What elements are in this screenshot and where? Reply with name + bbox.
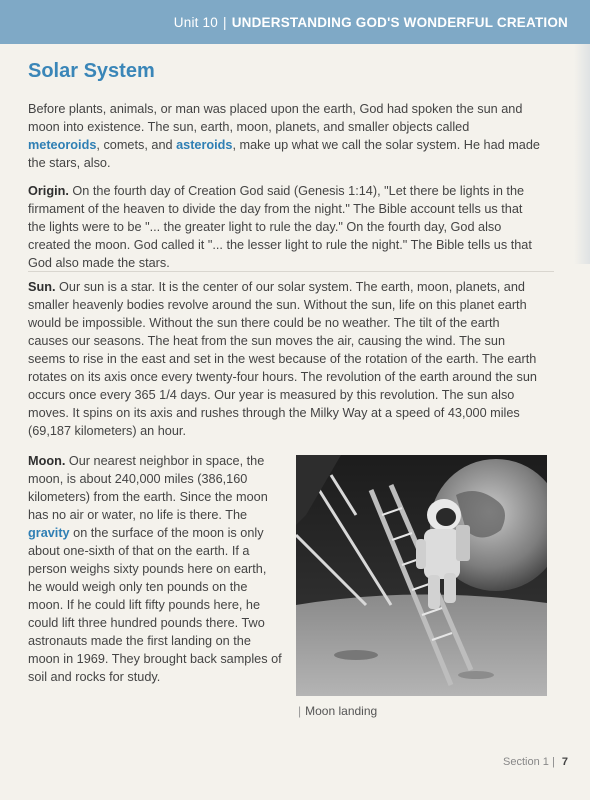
intro-text-1: Before plants, animals, or man was placed upon the earth, God had spoken the sun and moon into existence. The sun, earth, moon, planets, and smaller objects called [28,102,523,134]
moon-text-2: on the surface of the moon is only about one-sixth of that on the earth. If a person weighs sixty pounds here on earth, he would weigh only ten pounds on the moon. If he could lift fifty pounds here, he could lift three hundred pounds there. Two astronauts made the first landing on the moon in 1969. They brought back samples of soil and rocks for study. [28,526,282,684]
caption-text: Moon landing [305,704,378,718]
sun-heading: Sun. [28,280,56,294]
sun-paragraph [28,278,542,440]
intro-text-3: , make up what we call the solar system. He had made the stars, also. [28,138,540,170]
moon-heading: Moon. [28,454,66,468]
keyword-gravity: gravity [28,526,70,540]
origin-heading: Origin. [28,184,69,198]
keyword-asteroids: asteroids [176,138,233,152]
page-title: Solar System [28,60,155,82]
intro-text-2: , comets, and [96,138,177,152]
caption-bar: | [298,704,302,718]
header-separator: | [222,14,227,30]
moon-landing-illustration [296,455,547,696]
page-number: 7 [561,756,568,768]
unit-title: UNDERSTANDING GOD'S WONDERFUL CREATION [231,14,568,30]
footer-separator: | [551,756,555,768]
moon-landing-photo [296,455,547,696]
sun-text: Our sun is a star. It is the center of our solar system. The earth, moon, planets, and smaller heavenly bodies revolve around the sun. Without the sun, life on this planet earth would be impossible. Without the sun there could be no weather. The tilt of the earth causes our seasons. The heat from the sun moves the air, causing the wind. The sun seems to rise in the east and set in the west because of the rotation of the earth. The earth rotates on its axis once every twenty-four hours. The revolution of the earth around the sun occurs once every 365 1/4 days. Our year is measured by this revolution. The sun also moves. It spins on its axis and rushes through the Milky Way at a speed of 43,000 miles (69,187 kilometers) an hour. [28,280,537,438]
unit-label: Unit 10 [173,14,218,30]
section-divider [28,271,554,272]
page-footer [503,756,568,768]
moon-text-1: Our nearest neighbor in space, the moon, is about 240,000 miles (386,160 kilometers) from the earth. Since the moon has no air or water, no life is there. The [28,454,268,522]
section-label: Section 1 [503,756,549,768]
origin-text: On the fourth day of Creation God said (Genesis 1:14), "Let there be lights in the firmament of the heaven to divide the day from the night." The Bible account tells us that the lights were to be "... the greater light to rule the day." On the fourth day, God also created the moon. God called it "... the lesser light to rule the night." The Bible tells us that God also made the stars. [28,184,532,270]
moon-paragraph [28,452,282,686]
keyword-meteoroids: meteoroids [28,138,97,152]
origin-paragraph [28,182,542,272]
photo-caption [298,704,377,718]
page-header [0,0,590,44]
margin-shadow [574,44,590,264]
intro-paragraph [28,100,542,172]
